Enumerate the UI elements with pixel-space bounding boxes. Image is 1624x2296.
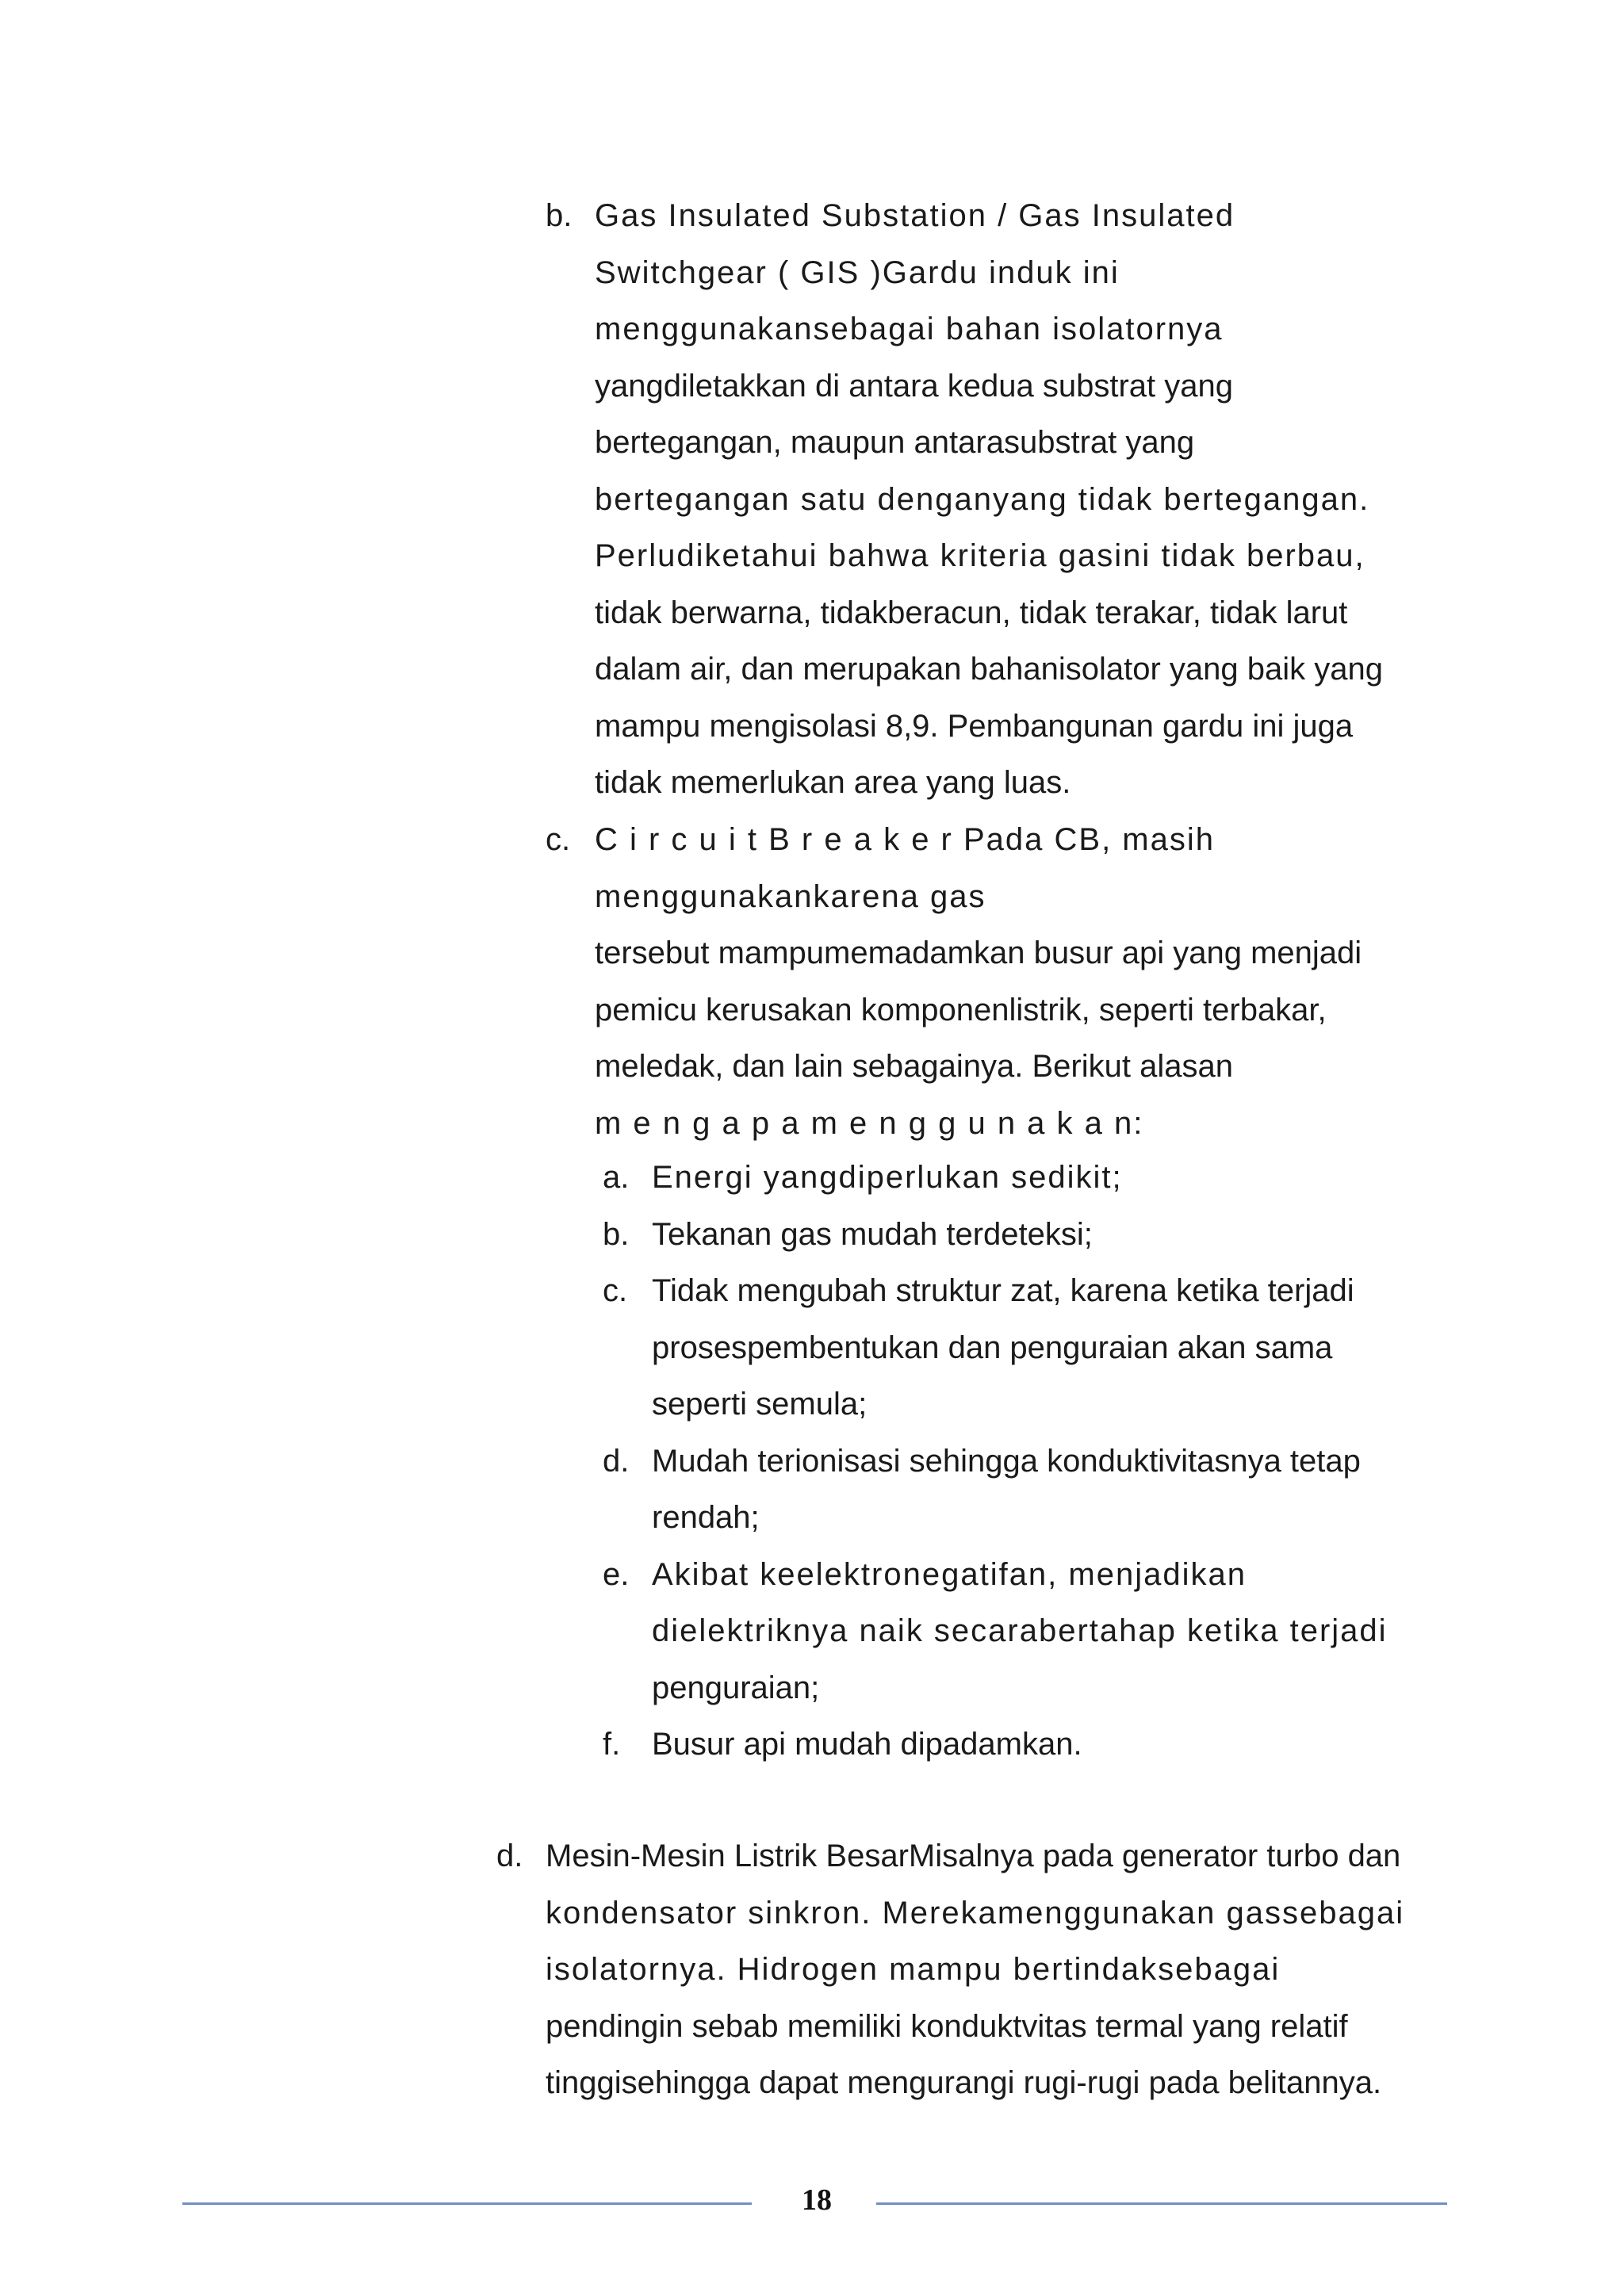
text-line: prosespembentukan dan penguraian akan sama — [652, 1330, 1333, 1365]
text-line: Tekanan gas mudah terdeteksi; — [652, 1216, 1093, 1252]
text-line: Tidak mengubah struktur zat, karena ketika terjadi — [652, 1273, 1354, 1308]
text-line: tidak berwarna, tidakberacun, tidak terakar, tidak larut — [595, 595, 1348, 630]
list-marker: b. — [546, 198, 573, 233]
text-line: Gas Insulated Substation / Gas Insulated — [595, 198, 1235, 233]
text-line: pemicu kerusakan komponenlistrik, seperti terbakar, — [595, 992, 1327, 1027]
footer-rule-right — [876, 2202, 1447, 2205]
list-marker: c. — [546, 822, 571, 857]
text-line: bertegangan, maupun antarasubstrat yang — [595, 425, 1195, 460]
footer-rule-left — [182, 2202, 752, 2205]
text-line: bertegangan satu denganyang tidak bertegangan. — [595, 481, 1370, 517]
list-marker: f. — [603, 1727, 621, 1762]
text-line: seperti semula; — [652, 1387, 868, 1422]
text-line: Perludiketahui bahwa kriteria gasini tidak berbau, — [595, 538, 1365, 573]
text-line: meledak, dan lain sebagainya. Berikut alasan — [595, 1049, 1233, 1084]
list-marker: a. — [603, 1160, 630, 1195]
list-item-text — [595, 812, 1362, 1152]
text-line: tidak memerlukan area yang luas. — [595, 765, 1071, 800]
list-marker: d. — [496, 1839, 523, 1873]
text-line: Busur api mudah dipadamkan. — [652, 1727, 1082, 1762]
text-line: yangdiletakkan di antara kedua substrat yang — [595, 368, 1233, 404]
text-line: rendah; — [652, 1500, 760, 1535]
text-line: penguraian; — [652, 1670, 820, 1705]
text-line: Mudah terionisasi sehingga konduktivitasnya tetap — [652, 1443, 1361, 1479]
text-line: dielektriknya naik secarabertahap ketika terjadi — [652, 1613, 1388, 1648]
list-item-text — [546, 1828, 1404, 2112]
list-marker: d. — [603, 1443, 630, 1479]
text-line: kondensator sinkron. Merekamenggunakan gassebagai — [546, 1895, 1405, 1931]
text-line: Energi yangdiperlukan sedikit; — [652, 1160, 1123, 1195]
text-line: pendingin sebab memiliki konduktvitas termal yang relatif — [546, 2008, 1348, 2044]
text-line: menggunakansebagai bahan isolatornya — [595, 312, 1224, 346]
text-line: menggunakankarena gas — [595, 878, 986, 914]
list-marker: c. — [603, 1273, 628, 1308]
text-line: m e n g a p a m e n g g u n a k a n: — [595, 1105, 1144, 1141]
page-number: 18 — [802, 2183, 832, 2217]
text-line: isolatornya. Hidrogen mampu bertindaksebagai — [546, 1952, 1281, 1987]
text-line: Akibat keelektronegatifan, menjadikan — [652, 1556, 1247, 1592]
text-line: dalam air, dan merupakan bahanisolator yang baik yang — [595, 652, 1383, 687]
list-item-text — [595, 188, 1383, 812]
text-line: C i r c u i t B r e a k e r Pada CB, masih — [595, 822, 1216, 857]
text-line: Switchgear ( GIS )Gardu induk ini — [595, 254, 1120, 290]
text-line: Mesin-Mesin Listrik BesarMisalnya pada generator turbo dan — [546, 1839, 1401, 1873]
list-marker: b. — [603, 1216, 630, 1252]
text-line: mampu mengisolasi 8,9. Pembangunan gardu ini juga — [595, 708, 1354, 744]
text-line: tersebut mampumemadamkan busur api yang menjadi — [595, 936, 1362, 970]
text-line: tinggisehingga dapat mengurangi rugi-rugi pada belitannya. — [546, 2065, 1382, 2100]
list-marker: e. — [603, 1556, 630, 1592]
